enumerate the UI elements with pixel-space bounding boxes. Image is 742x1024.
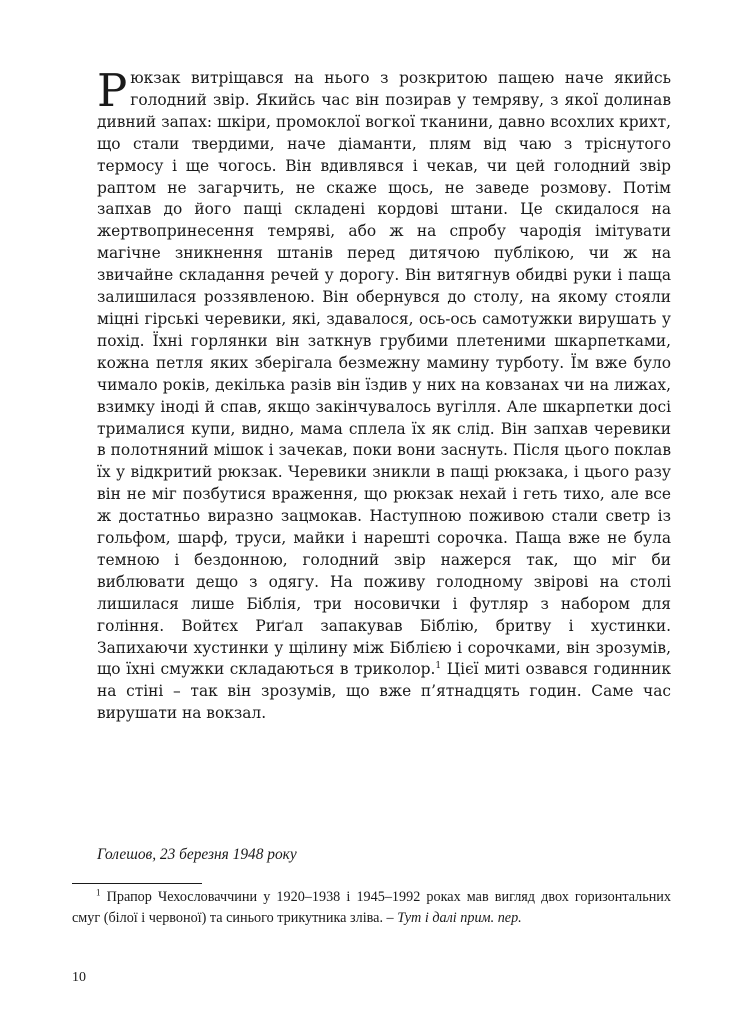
body-text-end: Цієї миті озвався годинник на стіні – так він зрозумів, що вже п’ятнадцять годин. Саме час вирушати на вокзал.: [97, 660, 671, 723]
drop-cap: Р: [97, 64, 128, 117]
footnote-text: Прапор Чехословаччини у 1920–1938 і 1945–1992 роках мав вигляд двох горизонтальних смуг (білої і червоної) та синього трикутника зліва. –: [72, 889, 671, 926]
page-number: 10: [72, 970, 86, 985]
footnote-separator: [72, 883, 202, 884]
body-paragraph: [97, 64, 671, 725]
body-text-main: юкзак витріщався на нього з розкритою пащею наче якийсь голодний звір. Якийсь час він позирав у темряву, з якої долинав дивний запах: шкіри, промоклої вогкої тканини, давно всохлих крихт, що стали твердими, наче діаманти, плям від чаю з тріснутого термосу і ще чогось. Він вдивлявся і чекав, чи цей голодний звір раптом не загарчить, не скаже щось, не заведе розмову. Потім запхав до його пащі складені кордові штани. Це скидалося на жертвопринесення темряві, або ж на спробу чародія імітувати магічне зникнення штанів перед дитячою публікою, чи ж на звичайне складання речей у дорогу. Він витягнув обидві руки і паща залишилася роззявленою. Він обернувся до столу, на якому стояли міцні гірські черевики, які, здавалося, ось-ось самотужки вирушать у похід. Їхні горлянки він заткнув грубими плетеними шкарпетками, кожна петля яких зберігала безмежну мамину турботу. Їм вже було чимало років, декілька разів він їздив у них на ковзанах чи на лижах, взимку іноді й спав, якщо закінчувалось вугілля. Але шкарпетки досі трималися купи, видно, мама сплела їх як слід. Він запхав черевики в полотняний мішок і зачекав, поки вони заснуть. Після цього поклав їх у відкритий рюкзак. Черевики зникли в пащі рюкзака, і цього разу він не міг позбутися враження, що рюкзак нехай і геть тихо, але все ж достатньо виразно зацмокав. Наступною поживою стали светр із гольфом, шарф, труси, майки і нарешті сорочка. Паща вже не була темною і бездонною, голодний звір нажерся так, що міг би виблювати дещо з одягу. На поживу голодному звірові на столі лишилася лише Біблія, три носовички і футляр з набором для гоління. Войтєх Риґал запакував Біблію, бритву і хустинки. Запихаючи хустинки у щілину між Біблією і сорочками, він зрозумів, що їхні смужки складаються в триколор.: [97, 69, 671, 679]
footnote: [72, 887, 671, 928]
footnote-italic-note: Тут і далі прим. пер.: [397, 909, 522, 926]
footnote-number: 1: [96, 887, 101, 898]
footnote-reference: 1: [435, 661, 442, 672]
dateline: Голешов, 23 березня 1948 року: [97, 846, 297, 863]
